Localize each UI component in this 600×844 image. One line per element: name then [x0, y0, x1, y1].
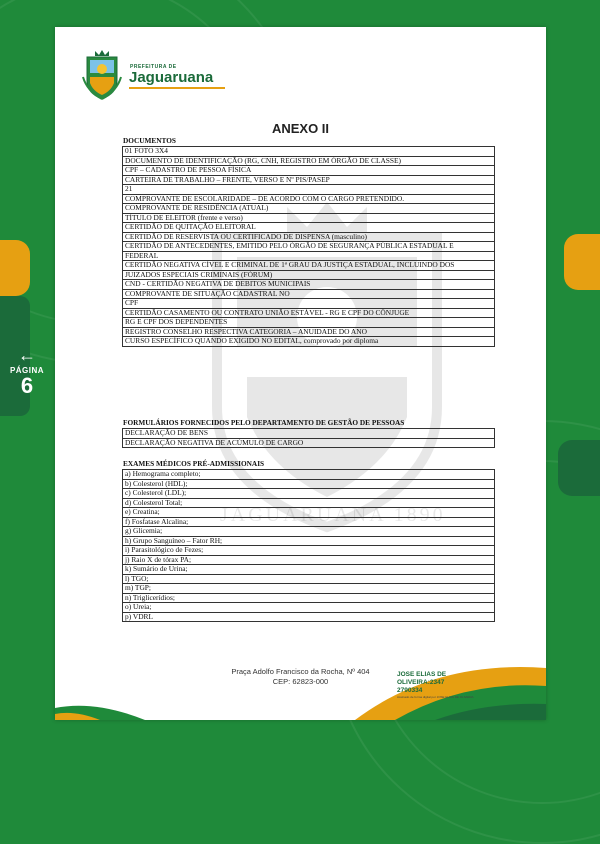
formularios-table [122, 428, 495, 448]
city-crest-icon [81, 47, 123, 101]
table-row: c) Colesterol (LDL); [123, 489, 494, 499]
table-row: p) VDRL [123, 613, 494, 623]
documentos-table [122, 146, 495, 347]
table-row: 01 FOTO 3X4 [123, 147, 494, 157]
page-title: ANEXO II [271, 121, 330, 136]
page-label: PÁGINA [9, 366, 45, 375]
page-number: 6 [20, 373, 34, 398]
table-row: CPF – CADASTRO DE PESSOA FÍSICA [123, 166, 494, 176]
table-row: DECLARAÇÃO DE BENS [123, 429, 494, 439]
table-row: FEDERAL [123, 252, 494, 262]
table-row: i) Parasitológico de Fezes; [123, 546, 494, 556]
exames-table [122, 469, 495, 622]
table-row: d) Colesterol Total; [123, 499, 494, 509]
table-row: CERTIDÃO DE QUITAÇÃO ELEITORAL [123, 223, 494, 233]
table-row: a) Hemograma completo; [123, 470, 494, 480]
page-navigation[interactable] [4, 346, 50, 397]
table-row: DOCUMENTO DE IDENTIFICAÇÃO (RG, CNH, REGISTRO EM ÓRGÃO DE CLASSE) [123, 157, 494, 167]
table-row: h) Grupo Sanguíneo – Fator RH; [123, 537, 494, 547]
right-accent-green [558, 440, 600, 496]
document-page [55, 27, 546, 720]
table-row: b) Colesterol (HDL); [123, 480, 494, 490]
table-row: CERTIDÃO DE ANTECEDENTES, EMITIDO PELO ÓRGÃO DE SEGURANÇA PÚBLICA ESTADUAL E [123, 242, 494, 252]
table-row: TÍTULO DE ELEITOR (frente e verso) [123, 214, 494, 224]
table-row: CERTIDÃO DE RESERVISTA OU CERTIFICADO DE DISPENSA (masculino) [123, 233, 494, 243]
table-row: l) TGO; [123, 575, 494, 585]
table-row: COMPROVANTE DE SITUAÇÃO CADASTRAL NO [123, 290, 494, 300]
table-row: CND - CERTIDÃO NEGATIVA DE DEBITOS MUNICIPAIS [123, 280, 494, 290]
table-row: COMPROVANTE DE RESIDÊNCIA (ATUAL) [123, 204, 494, 214]
brand-underline [129, 87, 225, 89]
table-row: m) TGP; [123, 584, 494, 594]
table-row: CURSO ESPECÍFICO QUANDO EXIGIDO NO EDITAL, comprovado por diploma [123, 337, 494, 347]
table-row: JUIZADOS ESPECIAIS CRIMINAIS (FÓRUM) [123, 271, 494, 281]
table-row: CARTEIRA DE TRABALHO – FRENTE, VERSO E Nº PIS/PASEP [123, 176, 494, 186]
digital-signature [397, 671, 474, 699]
table-row: CERTIDÃO CASAMENTO OU CONTRATO UNIÃO ESTÁVEL - RG E CPF DO CÔNJUGE [123, 309, 494, 319]
brand-name: Jaguaruana [129, 69, 214, 86]
table-row: COMPROVANTE DE ESCOLARIDADE – DE ACORDO COM O CARGO PRETENDIDO. [123, 195, 494, 205]
table-row: j) Raio X de tórax PA; [123, 556, 494, 566]
table-row: k) Sumário de Urina; [123, 565, 494, 575]
table-row: REGISTRO CONSELHO RESPECTIVA CATEGORIA – ANUIDADE DO ANO [123, 328, 494, 338]
back-arrow-icon[interactable]: ← [18, 345, 36, 365]
table-row: CPF [123, 299, 494, 309]
table-row: RG E CPF DOS DEPENDENTES [123, 318, 494, 328]
table-row: o) Ureia; [123, 603, 494, 613]
brand-prefix: PREFEITURA DE [130, 64, 177, 70]
table-row: e) Creatina; [123, 508, 494, 518]
table-row: f) Fosfatase Alcalina; [123, 518, 494, 528]
right-accent-orange [564, 234, 600, 290]
signer-name-2: OLIVEIRA:2347 [397, 679, 445, 686]
watermark-text: JAGUARUANA 1890 [220, 504, 446, 526]
table-row: n) Triglicerídios; [123, 594, 494, 604]
documentos-heading: DOCUMENTOS [123, 136, 176, 145]
signature-note: Assinado de forma digital por JOSE ELIAS DE OLIVEIRA [397, 695, 474, 699]
table-row: g) Glicemia; [123, 527, 494, 537]
exames-heading: EXAMES MÉDICOS PRÉ-ADMISSIONAIS [123, 459, 265, 468]
table-row: CERTIDÃO NEGATIVA CÍVEL E CRIMINAL DE 1ª GRAU DA JUSTIÇA ESTADUAL, INCLUINDO DOS [123, 261, 494, 271]
cep-line: CEP: 62823-000 [272, 677, 329, 686]
signer-name: JOSE ELIAS DE [397, 671, 447, 678]
table-row: DECLARAÇÃO NEGATIVA DE ACÚMULO DE CARGO [123, 439, 494, 449]
formularios-heading: FORMULÁRIOS FORNECIDOS PELO DEPARTAMENTO DE GESTÃO DE PESSOAS [123, 418, 405, 427]
address-line: Praça Adolfo Francisco da Rocha, Nº 404 [231, 667, 370, 676]
signer-code: 2790334 [397, 687, 423, 694]
left-accent-orange [0, 240, 30, 296]
table-row: 21 [123, 185, 494, 195]
